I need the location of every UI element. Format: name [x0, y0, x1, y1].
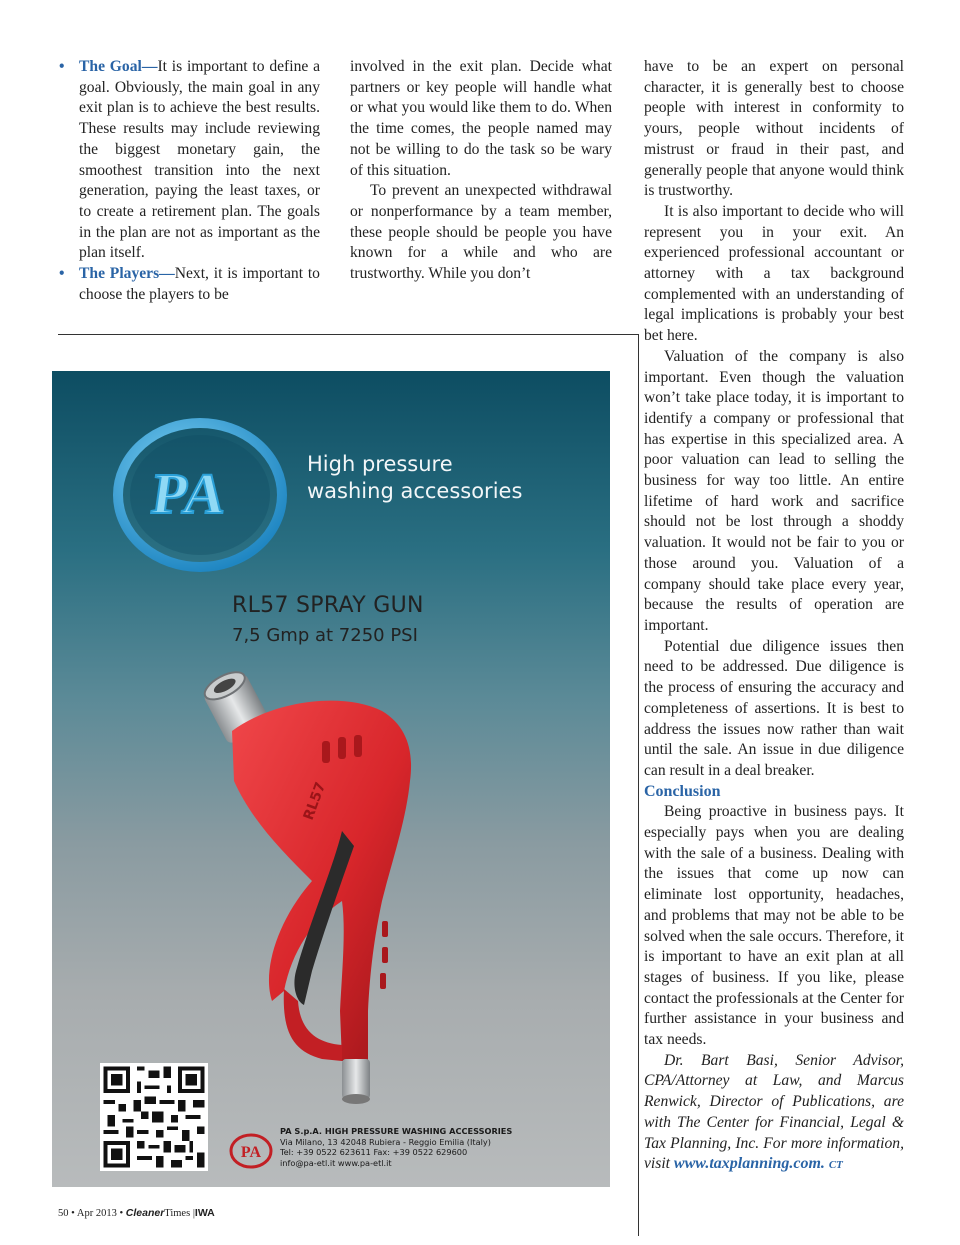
logo-text: PA [147, 461, 230, 526]
separator: • [119, 1208, 124, 1219]
footer-logo-text: PA [240, 1144, 262, 1161]
paragraph: involved in the exit plan. Decide what partners or key people will handle what or what you would like them to do. When the time comes, the people named may not be willing to do the task so be wary of this situation. [350, 58, 612, 179]
website-link[interactable]: www.taxplanning.com [673, 1155, 821, 1173]
tagline-line-2: washing accessories [307, 479, 523, 503]
bullet-lead-goal: The Goal— [79, 58, 158, 75]
company-phone: Tel: +39 0522 623611 Fax: +39 0522 629600 [280, 1147, 468, 1157]
paragraph: Being proactive in business pays. It especially pays when you are dealing with the sale of a business. Dealing with the issues that come up now can eliminate lost opportunity, headaches, and problems that may not be able to be solved when the sale occurs. Therefore, it is important to have an exit plan at all stages of business. If you like, please contact the professionals at the Center for further assistance in your business and tax needs. [644, 803, 904, 1049]
page-number: 50 [58, 1208, 69, 1219]
magazine-name-rest: Times [164, 1208, 191, 1219]
author-byline: Dr. Bart Basi, Senior Advisor, CPA/Attorney at Law, and Marcus Renwick, Director of Publications, are with The Center for Financial, Legal & Tax Planning, Inc. For more information, visit www.taxplanning.com. CT [644, 1051, 904, 1173]
bullet-lead-players: The Players— [79, 265, 175, 283]
ad-tagline [307, 451, 522, 505]
bullet-players [58, 264, 320, 305]
end-mark: CT [828, 1159, 843, 1172]
gun-label: RL57 [300, 780, 330, 823]
separator: • [71, 1208, 75, 1219]
section-name: IWA [194, 1207, 215, 1219]
paragraph: Valuation of the company is also important. Even though the valuation won’t take place today, it is important to identify a company or professional that has expertise in this specialized area. A poor valuation can lead to selling the business for way too little. An entire lifetime of hard work and sacrifice should not be lost through a shoddy valuation. It would not be fair to you or those around you. Valuation of a company should take place every year, because the results of operation are important. [644, 347, 904, 634]
article-column-1 [58, 57, 320, 305]
bullet-dot: • [59, 265, 65, 283]
product-name: RL57 SPRAY GUN [232, 593, 424, 618]
company-name: PA S.p.A. HIGH PRESSURE WASHING ACCESSORIES [280, 1126, 513, 1136]
paragraph: have to be an expert on personal character, it is generally best to choose people with interest in conformity to yours, people without incidents of mistrust or fraud in their past, and generally people that anyone would think is trustworthy. [644, 58, 904, 200]
advertisement [52, 371, 610, 1187]
bullet-goal [58, 57, 320, 264]
paragraph: It is also important to decide who will represent you in your exit. An experienced professional accountant or attorney with a tax background complemented with an understanding of legal implications is probably your best bet here. [644, 202, 904, 345]
byline-text: Dr. Bart Basi, Senior Advisor, CPA/Attorney at Law, and Marcus Renwick, Director of Publications, are with The Center for Financial, Legal & Tax Planning, Inc. For more information, visit [644, 1051, 904, 1173]
divider: | [192, 1208, 195, 1219]
bullet-text-players: Next, it is important to choose the players to be [79, 265, 320, 303]
ad-border-top [58, 334, 638, 335]
bullet-text-goal: It is important to define a goal. Obviously, the main goal in any exit plan is to achieve the best results. These results may include reviewing the biggest monetary gain, the smoothest transition into the next generation, paying the least taxes, or to create a retirement plan. The goals in the plan are not as important as the plan itself. [79, 58, 321, 262]
tagline-line-1: High pressure [307, 452, 453, 476]
ad-contact-text [280, 1126, 512, 1168]
spray-gun-image [192, 671, 492, 1111]
page-footer [58, 1207, 215, 1219]
bullet-dot: • [59, 58, 65, 75]
paragraph: To prevent an unexpected withdrawal or nonperformance by a team member, these people should be people you have known for a while and who are trustworthy. While you don’t [350, 182, 612, 283]
conclusion-heading: Conclusion [644, 782, 721, 800]
paragraph: Potential due diligence issues then need to be addressed. Due diligence is the process of ensuring the accuracy and completeness of assertions. It is best to address the issues now rather than wait until the sale. An issue in due diligence can result in a deal breaker. [644, 637, 904, 779]
magazine-name: Cleaner [125, 1207, 165, 1219]
company-address: Via Milano, 13 42048 Rubiera - Reggio Emilia (Italy) [280, 1136, 491, 1147]
article-column-3 [644, 57, 904, 1176]
article-column-2 [350, 57, 612, 285]
issue-date: Apr 2013 [76, 1208, 117, 1219]
product-spec: 7,5 Gmp at 7250 PSI [232, 625, 418, 646]
company-web[interactable]: info@pa-etl.it www.pa-etl.it [280, 1157, 392, 1168]
pa-small-logo [228, 1132, 274, 1170]
pa-logo [112, 415, 292, 575]
ad-border-right [638, 334, 639, 1236]
qr-code[interactable] [100, 1063, 208, 1171]
